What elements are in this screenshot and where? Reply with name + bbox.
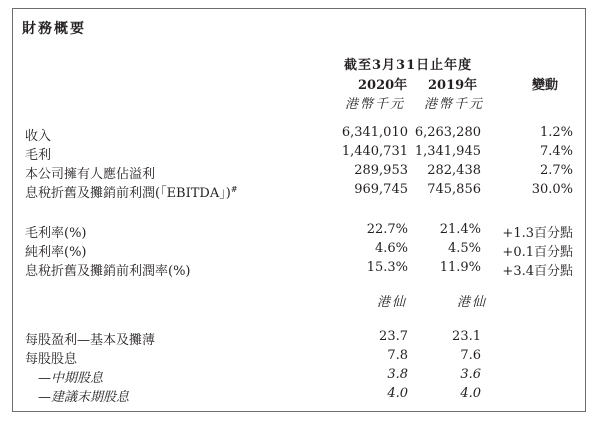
- period-header: 截至3月31日止年度: [344, 58, 473, 73]
- change-value: +3.4百分點: [502, 264, 573, 279]
- dash-mark: —: [38, 390, 51, 405]
- unit-cents-2020: 港仙: [377, 295, 408, 310]
- footnote-mark: #: [230, 185, 238, 194]
- interim-dividend-label: 中期股息: [51, 371, 104, 386]
- change-value: +0.1百分點: [502, 245, 573, 260]
- dash-mark: —: [38, 371, 51, 386]
- row-label: [38, 367, 104, 386]
- value-2020: 289,953: [354, 163, 408, 178]
- table-row: [0, 125, 600, 143]
- value-2020: 7.8: [387, 348, 408, 363]
- row-label: 純利率(%): [25, 245, 87, 260]
- change-value: +1.3百分點: [502, 226, 573, 241]
- row-label: 毛利: [25, 148, 52, 163]
- value-2020: 23.7: [379, 329, 408, 344]
- value-2020: 4.0: [387, 386, 408, 401]
- change-value: 2.7%: [539, 163, 573, 178]
- value-2019: 282,438: [427, 163, 481, 178]
- table-row: [0, 386, 600, 404]
- final-dividend-label: 建議末期股息: [51, 390, 130, 405]
- year-2020-header: 2020年: [358, 78, 408, 93]
- unit-hkd-2019: 港幣千元: [424, 97, 485, 112]
- row-label: 本公司擁有人應佔溢利: [25, 167, 156, 182]
- change-value: 1.2%: [539, 125, 573, 140]
- page-title: 財務概要: [22, 21, 86, 37]
- value-2019: 4.5%: [447, 241, 481, 256]
- value-2019: 6,263,280: [414, 125, 481, 140]
- row-label: 息稅折舊及攤銷前利潤率(%): [25, 264, 191, 279]
- unit-hkd-2020: 港幣千元: [345, 97, 406, 112]
- unit-cents-2019: 港仙: [457, 295, 488, 310]
- table-row: [0, 260, 600, 278]
- value-2020: 15.3%: [366, 260, 408, 275]
- value-2019: 11.9%: [439, 260, 481, 275]
- table-row: [0, 367, 600, 385]
- change-header: 變動: [532, 78, 559, 93]
- table-row: [0, 182, 600, 200]
- value-2020: 6,341,010: [341, 125, 408, 140]
- table-row: [0, 144, 600, 162]
- value-2019: 4.0: [460, 386, 481, 401]
- value-2020: 969,745: [354, 182, 408, 197]
- year-2019-header: 2019年: [428, 78, 478, 93]
- table-row: [0, 329, 600, 347]
- row-label: 每股股息: [25, 352, 78, 367]
- row-label: 毛利率(%): [25, 226, 87, 241]
- table-row: [0, 222, 600, 240]
- table-row: [0, 241, 600, 259]
- change-value: 7.4%: [539, 144, 573, 159]
- value-2020: 4.6%: [374, 241, 408, 256]
- row-label: 收入: [25, 129, 52, 144]
- value-2020: 22.7%: [366, 222, 408, 237]
- value-2019: 21.4%: [439, 222, 481, 237]
- table-row: [0, 348, 600, 366]
- row-label: [25, 182, 238, 201]
- value-2019: 23.1: [452, 329, 481, 344]
- value-2020: 1,440,731: [341, 144, 408, 159]
- ebitda-label: 息稅折舊及攤銷前利潤(「EBITDA」): [25, 186, 231, 201]
- value-2019: 3.6: [460, 367, 481, 382]
- row-label: 每股盈利—基本及攤薄: [25, 333, 156, 348]
- table-row: [0, 163, 600, 181]
- value-2020: 3.8: [387, 367, 408, 382]
- value-2019: 745,856: [427, 182, 481, 197]
- row-label: [38, 386, 130, 405]
- value-2019: 7.6: [460, 348, 481, 363]
- value-2019: 1,341,945: [414, 144, 481, 159]
- change-value: 30.0%: [531, 182, 573, 197]
